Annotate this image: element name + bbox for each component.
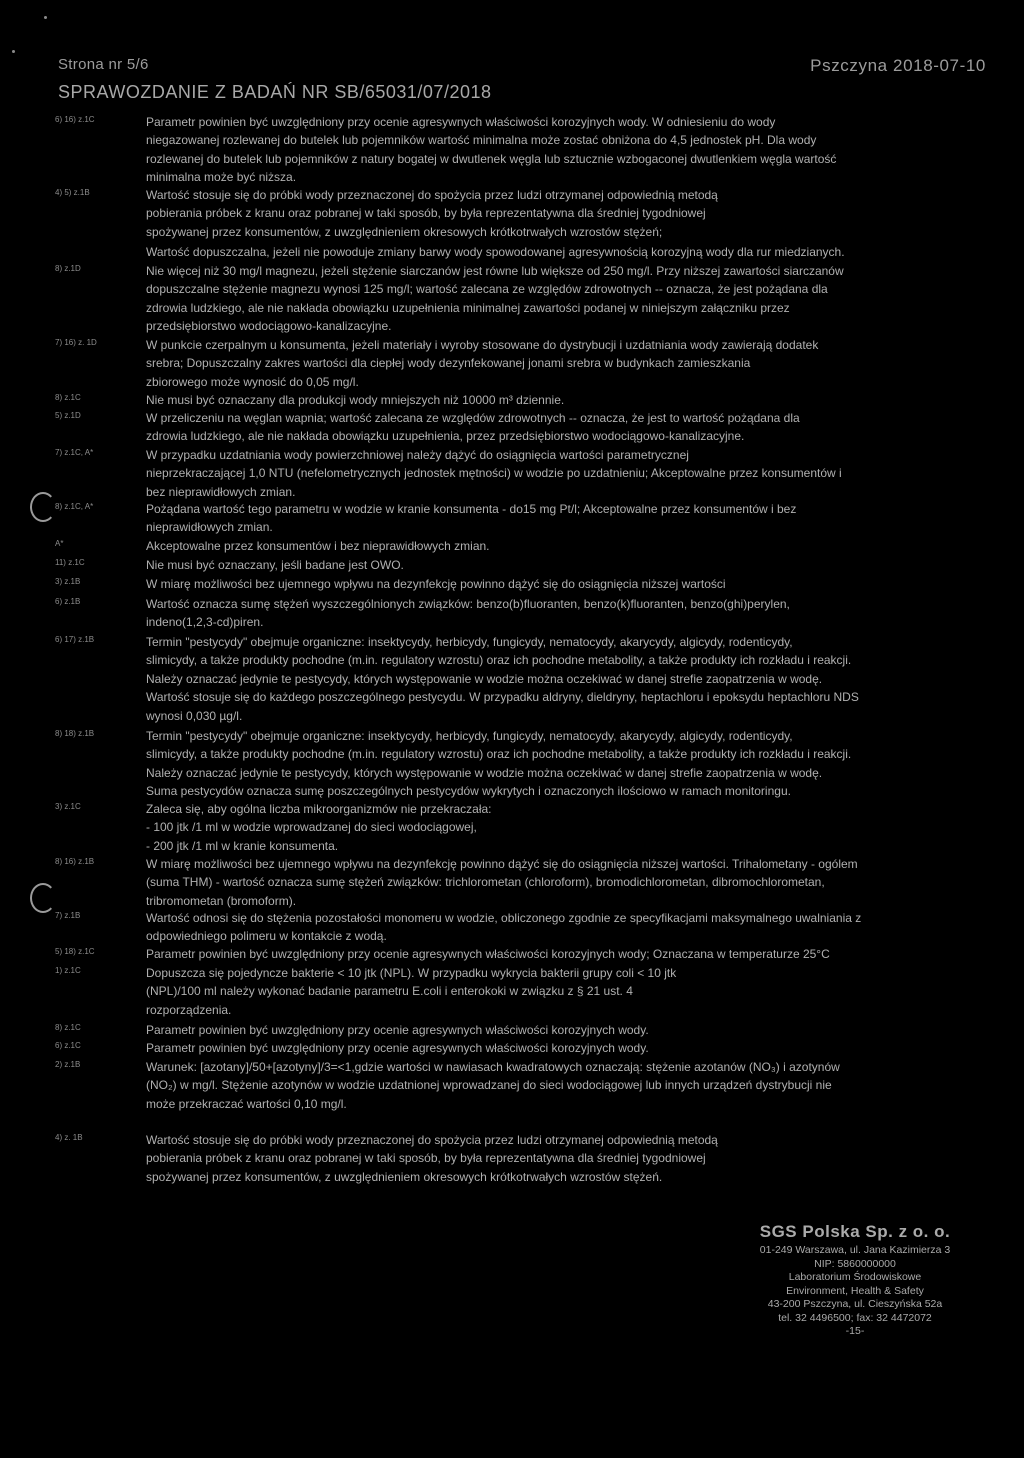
footnote-text-line: (NPL)/100 ml należy wykonać badanie parametru E.coli i enterokoki w związku z § 21 ust. 4 bbox=[146, 984, 633, 999]
footnote-text-line: Termin "pestycydy" obejmuje organiczne: insektycydy, herbicydy, fungicydy, nematocydy, akarycydy, algicydy, rodenticydy, bbox=[146, 729, 793, 743]
footnote-marker: 6) 17) z.1B bbox=[55, 635, 95, 644]
footnote-marker: 4) z. 1B bbox=[55, 1133, 83, 1142]
footnote-text-line: slimicydy, a także produkty pochodne (m.in. regulatory wzrostu) oraz ich pochodne metabolity, a także produkty ich rozkładu i reakcji. bbox=[146, 653, 852, 668]
scan-speck bbox=[12, 50, 15, 53]
footnote-marker: 8) z.1C bbox=[55, 1023, 81, 1032]
footnote-text-line: Parametr powinien być uwzględniony przy ocenie agresywnych właściwości korozyjnych wody; Oznaczana w temperaturze 25°C bbox=[146, 947, 830, 961]
footnote-text-line: pobierania próbek z kranu oraz pobranej w taki sposób, by była reprezentatywna dla średniej tygodniowej bbox=[146, 1151, 706, 1166]
footnote-text-line: Wartość dopuszczalna, jeżeli nie powoduje zmiany barwy wody spowodowanej agresywnością korozyjną wody dla rur miedzianych. bbox=[146, 245, 845, 259]
footnote-marker: 8) z.1C bbox=[55, 393, 81, 402]
footnote-marker: 2) z.1B bbox=[55, 1060, 81, 1069]
footnote-text-line: nieprawidłowych zmian. bbox=[146, 520, 273, 535]
footnote-text-line: wynosi 0,030 µg/l. bbox=[146, 708, 243, 723]
footnote-marker: 5) 18) z.1C bbox=[55, 947, 95, 956]
footnote-text-line: Wartość stosuje się do próbki wody przeznaczonej do spożycia przez ludzi otrzymanej odpowiednią metodą bbox=[146, 1133, 718, 1147]
company-stamp bbox=[730, 1222, 980, 1339]
footnote-text-line: W przypadku uzdatniania wody powierzchniowej należy dążyć do osiągnięcia wartości parametrycznej bbox=[146, 448, 689, 462]
footnote-marker: 4) 5) z.1B bbox=[55, 188, 90, 197]
footnote-text-line: dopuszczalne stężenie magnezu wynosi 125 mg/l; wartość zalecana ze względów zdrowotnych -- oznacza, że jest pożądana dla bbox=[146, 282, 828, 297]
footnote-text-line: zbiorowego może wynosić do 0,05 mg/l. bbox=[146, 374, 359, 389]
footnote-marker: 7) 16) z. 1D bbox=[55, 338, 97, 347]
footnote-marker: 6) 16) z.1C bbox=[55, 115, 95, 124]
footnote-text-line: minimalna może być niższa. bbox=[146, 170, 297, 185]
stamp-line: Environment, Health & Safety bbox=[786, 1284, 924, 1297]
footnote-text-line: W przeliczeniu na węglan wapnia; wartość zalecana ze względów zdrowotnych -- oznacza, że jest to wartość pożądana dla bbox=[146, 411, 800, 425]
stamp-line: NIP: 5860000000 bbox=[814, 1257, 896, 1270]
footnote-text-line: pobierania próbek z kranu oraz pobranej w taki sposób, by była reprezentatywna dla średniej tygodniowej bbox=[146, 206, 706, 221]
footnote-text-line: spożywanej przez konsumentów, z uwzględnieniem okresowych krótkotrwałych wzrostów stężeń; bbox=[146, 224, 663, 239]
footnote-text-line: Należy oznaczać jedynie te pestycydy, których występowanie w wodzie można oczekiwać w danej strefie zaopatrzenia w wodę. bbox=[146, 765, 823, 780]
footnote-text-line: Zaleca się, aby ogólna liczba mikroorganizmów nie przekraczała: bbox=[146, 802, 492, 816]
stamp-line: Laboratorium Środowiskowe bbox=[788, 1271, 922, 1283]
footnote-text-line: Termin "pestycydy" obejmuje organiczne: insektycydy, herbicydy, fungicydy, nematocydy, akarycydy, algicydy, rodenticydy, bbox=[146, 635, 793, 649]
footnote-marker: 6) z.1B bbox=[55, 597, 81, 606]
footnote-text-line: bez nieprawidłowych zmian. bbox=[146, 484, 296, 499]
page-number: Strona nr 5/6 bbox=[58, 56, 149, 73]
footnote-marker: 7) z.1C, A* bbox=[55, 448, 94, 457]
footnote-text-line: W punkcie czerpalnym u konsumenta, jeżeli materiały i wyroby stosowane do dystrybucji i uzdatniania wody zawierają dodatek bbox=[146, 338, 819, 352]
footnote-text-line: rozlewanej do butelek lub pojemników z natury bogatej w dwutlenek węgla lub sztucznie wzbogaconej dwutlenkiem węgla wartość bbox=[146, 151, 837, 166]
footnote-text-line: indeno(1,2,3-cd)piren. bbox=[146, 615, 264, 630]
footnote-text-line: Dopuszcza się pojedyncze bakterie < 10 jtk (NPL). W przypadku wykrycia bakterii grupy coli < 10 jtk bbox=[146, 966, 677, 980]
footnote-marker: 8) 16) z.1B bbox=[55, 857, 95, 866]
footnote-text-line: srebra; Dopuszczalny zakres wartości dla ciepłej wody dezynfekowanej jonami srebra w budynkach zamieszkania bbox=[146, 356, 751, 371]
stamp-line: 43-200 Pszczyna, ul. Cieszyńska 52a bbox=[767, 1298, 943, 1310]
footnote-marker: 7) z.1B bbox=[55, 911, 81, 920]
footnote-marker: 11) z.1C bbox=[55, 558, 85, 567]
footnote-marker: 3) z.1C bbox=[55, 802, 81, 811]
stamp-company-name: SGS Polska Sp. z o. o. bbox=[759, 1222, 951, 1241]
footnote-text-line: Należy oznaczać jedynie te pestycydy, których występowanie w wodzie można oczekiwać w danej strefie zaopatrzenia w wodę. bbox=[146, 671, 823, 686]
footnote-text-line: Wartość odnosi się do stężenia pozostałości monomeru w wodzie, obliczonego zgodnie ze specyfikacjami maksymalnego uwalniania z bbox=[146, 911, 862, 925]
footnote-text-line: przedsiębiorstwo wodociągowo-kanalizacyjne. bbox=[146, 319, 392, 334]
footnote-text-line: nieprzekraczającej 1,0 NTU (nefelometrycznych jednostek mętności) w wodzie po uzdatnieniu; Akceptowalne przez konsumentów i bbox=[146, 466, 842, 481]
footnote-text-line: Nie musi być oznaczany, jeśli badane jest OWO. bbox=[146, 558, 404, 572]
punch-hole-mark bbox=[30, 883, 56, 913]
footnote-marker: 8) z.1D bbox=[55, 264, 81, 273]
footnote-marker: 3) z.1B bbox=[55, 577, 81, 586]
footnote-text-line: Suma pestycydów oznacza sumę poszczególnych pestycydów wykrytych i oznaczonych ilościowo w ramach monitoringu. bbox=[146, 784, 791, 799]
footnote-text-line: Parametr powinien być uwzględniony przy ocenie agresywnych właściwości korozyjnych wody. W odniesieniu do wody bbox=[146, 115, 776, 129]
footnote-text-line: Nie więcej niż 30 mg/l magnezu, jeżeli stężenie siarczanów jest równe lub większe od 250 mg/l. Przy niższej zawartości siarczanów bbox=[146, 264, 844, 278]
footnote-marker: A* bbox=[55, 539, 64, 548]
report-date: Pszczyna 2018-07-10 bbox=[810, 56, 986, 75]
footnote-text-line: slimicydy, a także produkty pochodne (m.in. regulatory wzrostu) oraz ich pochodne metabolity, a także produkty ich rozkładu i reakcji. bbox=[146, 747, 852, 762]
stamp-line: -15- bbox=[845, 1325, 865, 1337]
footnote-text-line: Parametr powinien być uwzględniony przy ocenie agresywnych właściwości korozyjnych wody. bbox=[146, 1041, 649, 1055]
footnote-text-line: (suma THM) - wartość oznacza sumę stężeń związków: trichlorometan (chloroform), bromodichlorometan, dibromochlorometan, bbox=[146, 875, 825, 890]
footnote-text-line: odpowiedniego polimeru w kontakcie z wodą. bbox=[146, 929, 387, 944]
report-title: SPRAWOZDANIE Z BADAŃ NR SB/65031/07/2018 bbox=[58, 82, 492, 102]
footnote-marker: 6) z.1C bbox=[55, 1041, 81, 1050]
footnote-marker: 1) z.1C bbox=[55, 966, 81, 975]
footnote-text-line: W miarę możliwości bez ujemnego wpływu na dezynfekcję powinno dążyć się do osiągnięcia niższej wartości. Trihalometany - ogólem bbox=[146, 857, 858, 871]
footnote-marker: 5) z.1D bbox=[55, 411, 81, 420]
footnote-marker: 8) 18) z.1B bbox=[55, 729, 95, 738]
footnote-text-line: (NO₂) w mg/l. Stężenie azotynów w wodzie uzdatnionej wprowadzanej do sieci wodociągowej lub innych urządzeń dystrybucji nie bbox=[146, 1078, 832, 1093]
footnote-text-line: zdrowia ludzkiego, ale nie nakłada obowiązku uzupełnienia minimalnej zawartości podanej w niniejszym załączniku przez bbox=[146, 300, 790, 315]
footnote-text-line: rozporządzenia. bbox=[146, 1002, 232, 1017]
stamp-line: tel. 32 4496500; fax: 32 4472072 bbox=[778, 1311, 932, 1324]
footnote-text-line: Pożądana wartość tego parametru w wodzie w kranie konsumenta - do15 mg Pt/l; Akceptowalne przez konsumentów i bez bbox=[146, 502, 797, 516]
scan-speck bbox=[44, 16, 47, 19]
footnote-text-line: Wartość oznacza sumę stężeń wyszczególnionych związków: benzo(b)fluoranten, benzo(k)fluoranten, benzo(ghi)perylen, bbox=[146, 597, 790, 611]
footnote-text-line: - 200 jtk /1 ml w kranie konsumenta. bbox=[146, 838, 339, 853]
footnote-text-line: niegazowanej rozlewanej do butelek lub pojemników wartość minimalna może zostać obniżona do 4,5 jednostek pH. Dla wody bbox=[146, 133, 817, 148]
footnote-text-line: W miarę możliwości bez ujemnego wpływu na dezynfekcję powinno dążyć się do osiągnięcia niższej wartości bbox=[146, 577, 726, 591]
footnote-text-line: tribromometan (bromoform). bbox=[146, 893, 297, 908]
footnote-text-line: Akceptowalne przez konsumentów i bez nieprawidłowych zmian. bbox=[146, 539, 490, 553]
footnote-text-line: może przekraczać wartości 0,10 mg/l. bbox=[146, 1096, 347, 1111]
footnote-text-line: spożywanej przez konsumentów, z uwzględnieniem okresowych krótkotrwałych wzrostów stężeń. bbox=[146, 1169, 663, 1184]
footnote-text-line: Nie musi być oznaczany dla produkcji wody mniejszych niż 10000 m³ dziennie. bbox=[146, 393, 565, 407]
footnote-text-line: Parametr powinien być uwzględniony przy ocenie agresywnych właściwości korozyjnych wody. bbox=[146, 1023, 649, 1037]
punch-hole-mark bbox=[30, 492, 56, 522]
footnote-text-line: zdrowia ludzkiego, ale nie nakłada obowiązku uzupełnienia, przez przedsiębiorstwo wodociągowo-kanalizacyjne. bbox=[146, 429, 745, 444]
footnote-text-line: Wartość stosuje się do próbki wody przeznaczonej do spożycia przez ludzi otrzymanej odpowiednią metodą bbox=[146, 188, 718, 202]
footnote-text-line: - 100 jtk /1 ml w wodzie wprowadzanej do sieci wodociągowej, bbox=[146, 820, 477, 835]
footnote-text-line: Wartość stosuje się do każdego poszczególnego pestycydu. W przypadku aldryny, dieldryny, heptachloru i epoksydu heptachloru NDS bbox=[146, 690, 859, 705]
footnote-marker: 8) z.1C, A* bbox=[55, 502, 94, 511]
footnote-text-line: Warunek: [azotany]/50+[azotyny]/3=<1,gdzie wartości w nawiasach kwadratowych oznaczają: stężenie azotanów (NO₃) i azotynów bbox=[146, 1060, 840, 1074]
stamp-line: 01-249 Warszawa, ul. Jana Kazimierza 3 bbox=[759, 1244, 951, 1256]
